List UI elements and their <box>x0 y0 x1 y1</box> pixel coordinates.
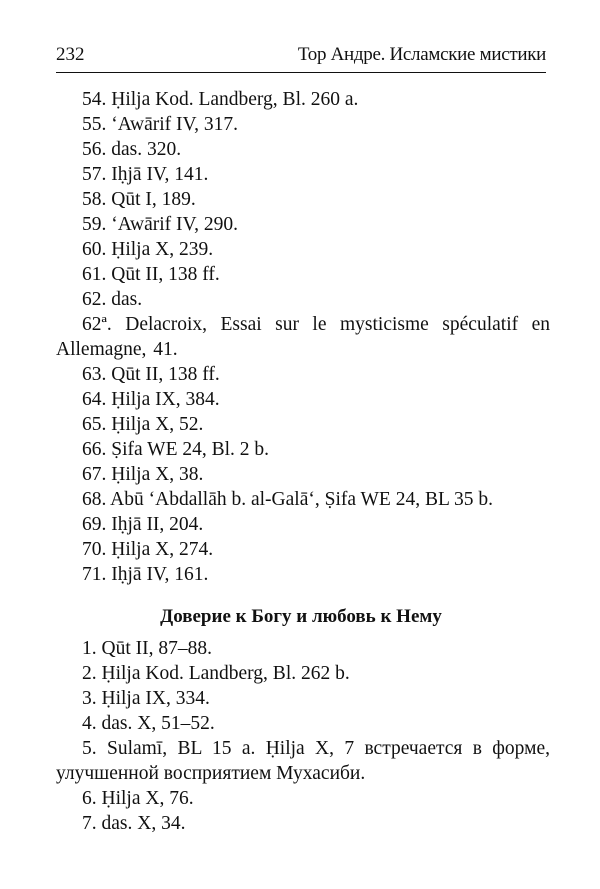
note-item: 5. Sulamī, BL 15 a. Ḥilja X, 7 встречается в форме, улучшенной восприятием Мухасиби. <box>56 738 550 784</box>
note-item: 67. Ḥilja X, 38. <box>82 464 204 485</box>
running-head: Тор Андре. Исламские мистики <box>297 44 546 65</box>
note-item: 6. Ḥilja X, 76. <box>82 788 194 809</box>
section-heading: Доверие к Богу и любовь к Нему <box>160 606 442 627</box>
note-item: 66. Ṣifa WE 24, Bl. 2 b. <box>82 439 270 460</box>
notes-list-part1 <box>56 87 550 587</box>
note-item: 1. Qūt II, 87–88. <box>82 638 212 659</box>
note-item: 70. Ḥilja X, 274. <box>82 539 214 560</box>
notes-list-part2 <box>56 636 550 836</box>
note-item: 64. Ḥilja IX, 384. <box>82 389 220 410</box>
note-item: 62. das. <box>82 289 143 310</box>
note-item: 55. ‘Awārif IV, 317. <box>82 114 238 135</box>
note-item: 3. Ḥilja IX, 334. <box>82 688 210 709</box>
note-item: 62ª. Delacroix, Essai sur le mysticisme spéculatif en Allemagne, 41. <box>56 314 550 360</box>
note-item: 58. Qūt I, 189. <box>82 189 196 210</box>
note-item: 2. Ḥilja Kod. Landberg, Bl. 262 b. <box>82 663 350 684</box>
note-item: 7. das. X, 34. <box>82 813 186 834</box>
page-number: 232 <box>56 44 85 65</box>
note-item: 68. Abū ‘Abdallāh b. al-Galā‘, Ṣifa WE 24, BL 35 b. <box>82 489 494 510</box>
note-item: 61. Qūt II, 138 ff. <box>82 264 220 285</box>
page-header <box>56 42 546 68</box>
note-item: 4. das. X, 51–52. <box>82 713 215 734</box>
note-item: 56. das. 320. <box>82 139 182 160</box>
header-rule <box>56 72 546 73</box>
note-item: 57. Iḥjā IV, 141. <box>82 164 209 185</box>
note-item: 63. Qūt II, 138 ff. <box>82 364 220 385</box>
note-item: 71. Iḥjā IV, 161. <box>82 564 209 585</box>
note-item: 59. ‘Awārif IV, 290. <box>82 214 238 235</box>
note-item: 60. Ḥilja X, 239. <box>82 239 214 260</box>
note-item: 69. Iḥjā II, 204. <box>82 514 204 535</box>
note-item: 54. Ḥilja Kod. Landberg, Bl. 260 a. <box>82 89 359 110</box>
note-item: 65. Ḥilja X, 52. <box>82 414 204 435</box>
